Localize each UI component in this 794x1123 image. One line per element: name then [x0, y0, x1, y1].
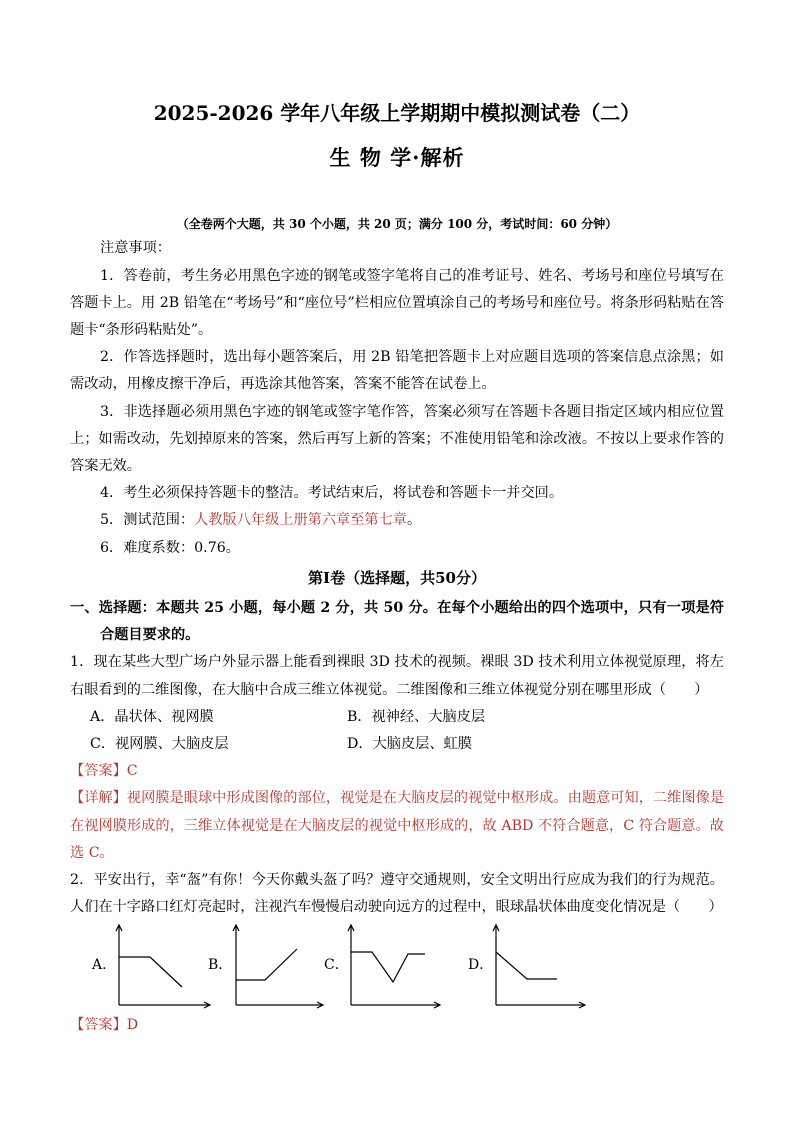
explanation-label: 【详解】: [70, 790, 127, 807]
question-1-stem: 1．现在某些大型广场户外显示器上能看到裸眼 3D 技术的视频。裸眼 3D 技术利用立体视觉原理，将左右眼看到的二维图像，在大脑中合成三维立体视觉。二维图像和三维立体视觉分别在哪里形成（ ）: [70, 654, 724, 698]
note-item-5-prefix: 5．测试范围：: [100, 512, 195, 529]
question-2-option-a-graph: [92, 921, 216, 1012]
question-1-explanation: [70, 785, 724, 867]
note-item-5: [70, 507, 724, 534]
answer-value: D: [126, 1017, 139, 1034]
exam-info-line: （全卷两个大题，共 30 个小题，共 20 页；满分 100 分，考试时间：60 分钟）: [176, 217, 618, 231]
graph-option-label-a: A．: [92, 957, 117, 974]
document-title: 2025-2026 学年八年级上学期期中模拟测试卷（二）: [153, 101, 641, 125]
question-1-option-d: D．大脑皮层、虹膜: [347, 736, 472, 753]
notes-heading: 注意事项：: [100, 240, 171, 257]
document-subtitle: 生 物 学·解析: [329, 145, 465, 170]
answer-value: C: [126, 763, 138, 780]
note-item-5-suffix: 。: [406, 512, 422, 529]
question-2-option-d-graph: [468, 921, 592, 1012]
explanation-text: 视网膜是眼球中形成图像的部位，视觉是在大脑皮层的视觉中枢形成。由题意可知，二维图像是在视网膜形成的，三维立体视觉是在大脑皮层的视觉中枢形成的，故 ABD 不符合题意，C 符合题意。故选 C。: [70, 790, 724, 861]
graph-d-plot: [492, 921, 592, 1012]
note-item-6: 6．难度系数：0.76。: [100, 539, 240, 556]
question-1-options: [70, 704, 724, 758]
graph-c-curve: [351, 952, 425, 982]
note-item-2: 2．作答选择题时，选出每小题答案后，用 2B 铅笔把答题卡上对应题目选项的答案信息点涂黑；如需改动，用橡皮擦干净后，再选涂其他答案，答案不能答在试卷上。: [70, 349, 724, 393]
graph-option-label-c: C．: [324, 957, 349, 974]
section-title: 第Ⅰ卷（选择题，共50分）: [308, 568, 486, 587]
graph-a-curve: [119, 957, 182, 987]
note-item-3: 3．非选择题必须用黑色字迹的钢笔或签字笔作答，答案必须写在答题卡各题目指定区域内相应位置上；如需改动，先划掉原来的答案，然后再写上新的答案；不准使用铅笔和涂改液。不按以上要求作答的答案无效。: [70, 403, 724, 475]
test-scope-text: 人教版八年级上册第六章至第七章: [194, 512, 407, 529]
note-item-1: 1．答卷前，考生务必用黑色字迹的钢笔或签字笔将自己的准考证号、姓名、考场号和座位号填写在答题卡上。用 2B 铅笔在“考场号”和“座位号”栏相应位置填涂自己的考场号和座位号。将条形码粘贴在答题卡“条形码粘贴处”。: [70, 267, 724, 338]
note-item-4: 4．考生必须保持答题卡的整洁。考试结束后，将试卷和答题卡一并交回。: [100, 485, 564, 502]
question-1-option-a: A．晶状体、视网膜: [90, 708, 214, 725]
graph-d-curve: [496, 952, 557, 979]
question-1-option-c: C．视网膜、大脑皮层: [90, 736, 229, 753]
graph-b-plot: [232, 921, 332, 1012]
graph-c-plot: [347, 921, 447, 1012]
graph-a-plot: [115, 921, 215, 1012]
question-2-option-c-graph: [324, 921, 448, 1012]
graph-option-label-b: B．: [208, 957, 233, 974]
question-2-answer: [70, 1012, 724, 1039]
exam-content: [70, 235, 724, 1039]
question-1-option-b: B．视神经、大脑皮层: [347, 708, 486, 725]
answer-label: 【答案】: [70, 763, 127, 780]
question-2-graph-options: [70, 921, 724, 1012]
section-instruction: 一、选择题：本题共 25 小题，每小题 2 分，共 50 分。在每个小题给出的四个选项中，只有一项是符合题目要求的。: [70, 600, 724, 644]
answer-label: 【答案】: [70, 1017, 127, 1034]
graph-option-label-d: D．: [468, 957, 494, 974]
question-1-answer: [70, 758, 724, 785]
question-2-stem: 2．平安出行，幸“盔”有你！今天你戴头盔了吗？遵守交通规则，安全文明出行应成为我们的行为规范。人们在十字路口红灯亮起时，注视汽车慢慢启动驶向远方的过程中，眼球晶状体曲度变化情况是（ ）: [70, 872, 724, 916]
graph-b-curve: [236, 949, 297, 980]
question-2-option-b-graph: [208, 921, 332, 1012]
